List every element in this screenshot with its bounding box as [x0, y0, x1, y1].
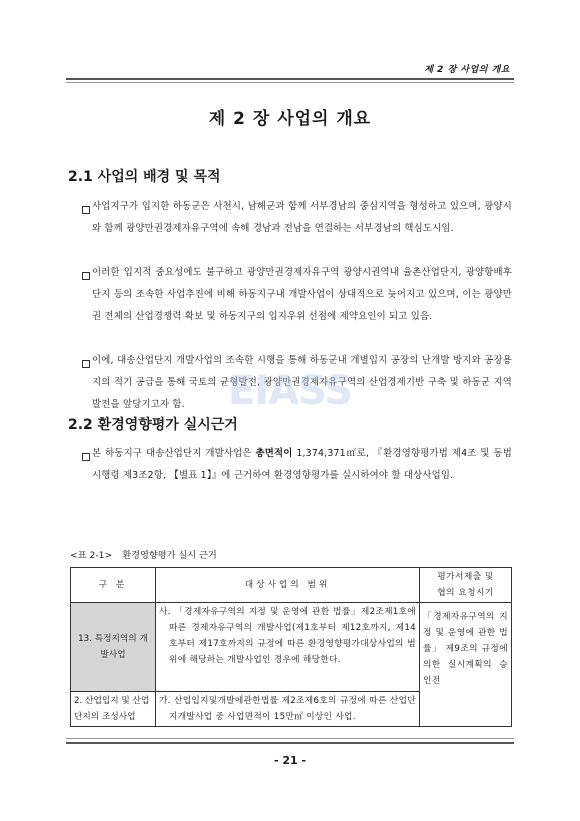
header-timing — [420, 568, 512, 603]
footer-rule-thin — [66, 738, 514, 739]
chapter-title: 제 2 장 사업의 개요 — [208, 109, 372, 129]
row-category-industrial: 2. 산업입지 및 산업단지의 조성사업 — [71, 692, 156, 727]
legal-basis-table — [70, 567, 512, 727]
running-header: 제 2 장 사업의 개요 — [424, 65, 510, 75]
paragraph-legal-basis — [92, 443, 512, 487]
scope-item-text: 사. 「경제자유구역의 지정 및 운영에 관한 법률」제2조제1호에 따른 경제자유구역의 개발사업(제1호부터 제12호까지, 제14호부터 제17호까지의 규정에 따른 환경영향평가대상사업의 범위에 해당하는 개발사업인 경우에 해당한다. — [159, 607, 416, 665]
table-row — [71, 603, 512, 692]
paragraph-purpose: 이에, 대송산업단지 개발사업의 조속한 시행을 통해 하동군내 개별입지 공장의 난개발 방지와 공장용지의 적기 공급을 통해 국토의 균형발전, 광양만권경제자유구역의 산업경제기반 구축 및 하동군 지역발전을 앞당기고자 함. — [92, 355, 512, 410]
header-rule-thin — [66, 82, 514, 83]
header-rule — [66, 78, 514, 80]
header-timing-line1: 평가서제출 및 — [437, 572, 494, 582]
bullet-square-icon — [82, 453, 90, 461]
legal-basis-text-end: 1,374,371㎡로, 『환경영향평가법 제4조 및 동법시행령 제3조2항, 【별표 1】』에 근거하여 환경영향평가를 실시하여야 할 대상사업임. — [92, 448, 512, 481]
paragraph-constraints: 이러한 입지적 중요성에도 불구하고 광양만권경제자유구역 광양시권역내 율촌산업단지, 광양항배후단지 등의 조속한 사업추진에 비해 하동지구내 개발사업이 상대적으로 늦어지고 있으며, 이는 광양만권 전체의 산업경쟁력 확보 및 하동지구의 입지우위 선점에 제약요인이 되고 있음. — [92, 267, 512, 322]
row-scope-special-zone — [156, 603, 420, 692]
row-timing — [420, 603, 512, 727]
row-scope-industrial — [156, 692, 420, 727]
paragraph-background: 사업지구가 입지한 하동군은 사천시, 남해군과 함께 서부경남의 중심지역을 형성하고 있으며, 광양시와 함께 광양만권경제자유구역에 속해 경남과 전남을 연결하는 서부경남의 핵심도시임. — [92, 201, 512, 234]
bullet-square-icon — [82, 360, 90, 368]
table-caption-label: <표 2-1> — [70, 550, 113, 561]
bullet-square-icon — [82, 206, 90, 214]
table-caption-title: 환경영향평가 실시 근거 — [122, 550, 217, 561]
header-category: 구 분 — [71, 568, 156, 603]
header-scope: 대상사업의 범위 — [156, 568, 420, 603]
scope-item-text: 가. 산업입지및개발에관한법률 제2조제6호의 규정에 따른 산업단지개발사업 중 사업면적이 15만㎡ 이상인 사업. — [159, 696, 416, 722]
page-number: - 21 - — [273, 754, 307, 767]
legal-basis-text-start: 본 하동지구 대송산업단지 개발사업은 — [92, 448, 256, 459]
table-header-row — [71, 568, 512, 603]
legal-basis-emphasis: 총면적이 — [255, 448, 293, 459]
timing-text: 「경제자유구역의 지정 및 운영에 관한 법률」 제9조의 규정에 의한 실시계획의 승인전 — [423, 612, 508, 686]
header-timing-line2: 협의 요청시기 — [437, 588, 494, 598]
section-heading-legal-basis: 2.2 환경영향평가 실시근거 — [68, 417, 238, 433]
section-heading-background: 2.1 사업의 배경 및 목적 — [68, 169, 221, 185]
watermark-logo: EIASS — [228, 368, 352, 414]
table-caption — [70, 547, 217, 561]
footer-rule — [66, 742, 514, 744]
bullet-square-icon — [82, 272, 90, 280]
row-category-special-zone: 13. 특정지역의 개발사업 — [71, 603, 156, 692]
